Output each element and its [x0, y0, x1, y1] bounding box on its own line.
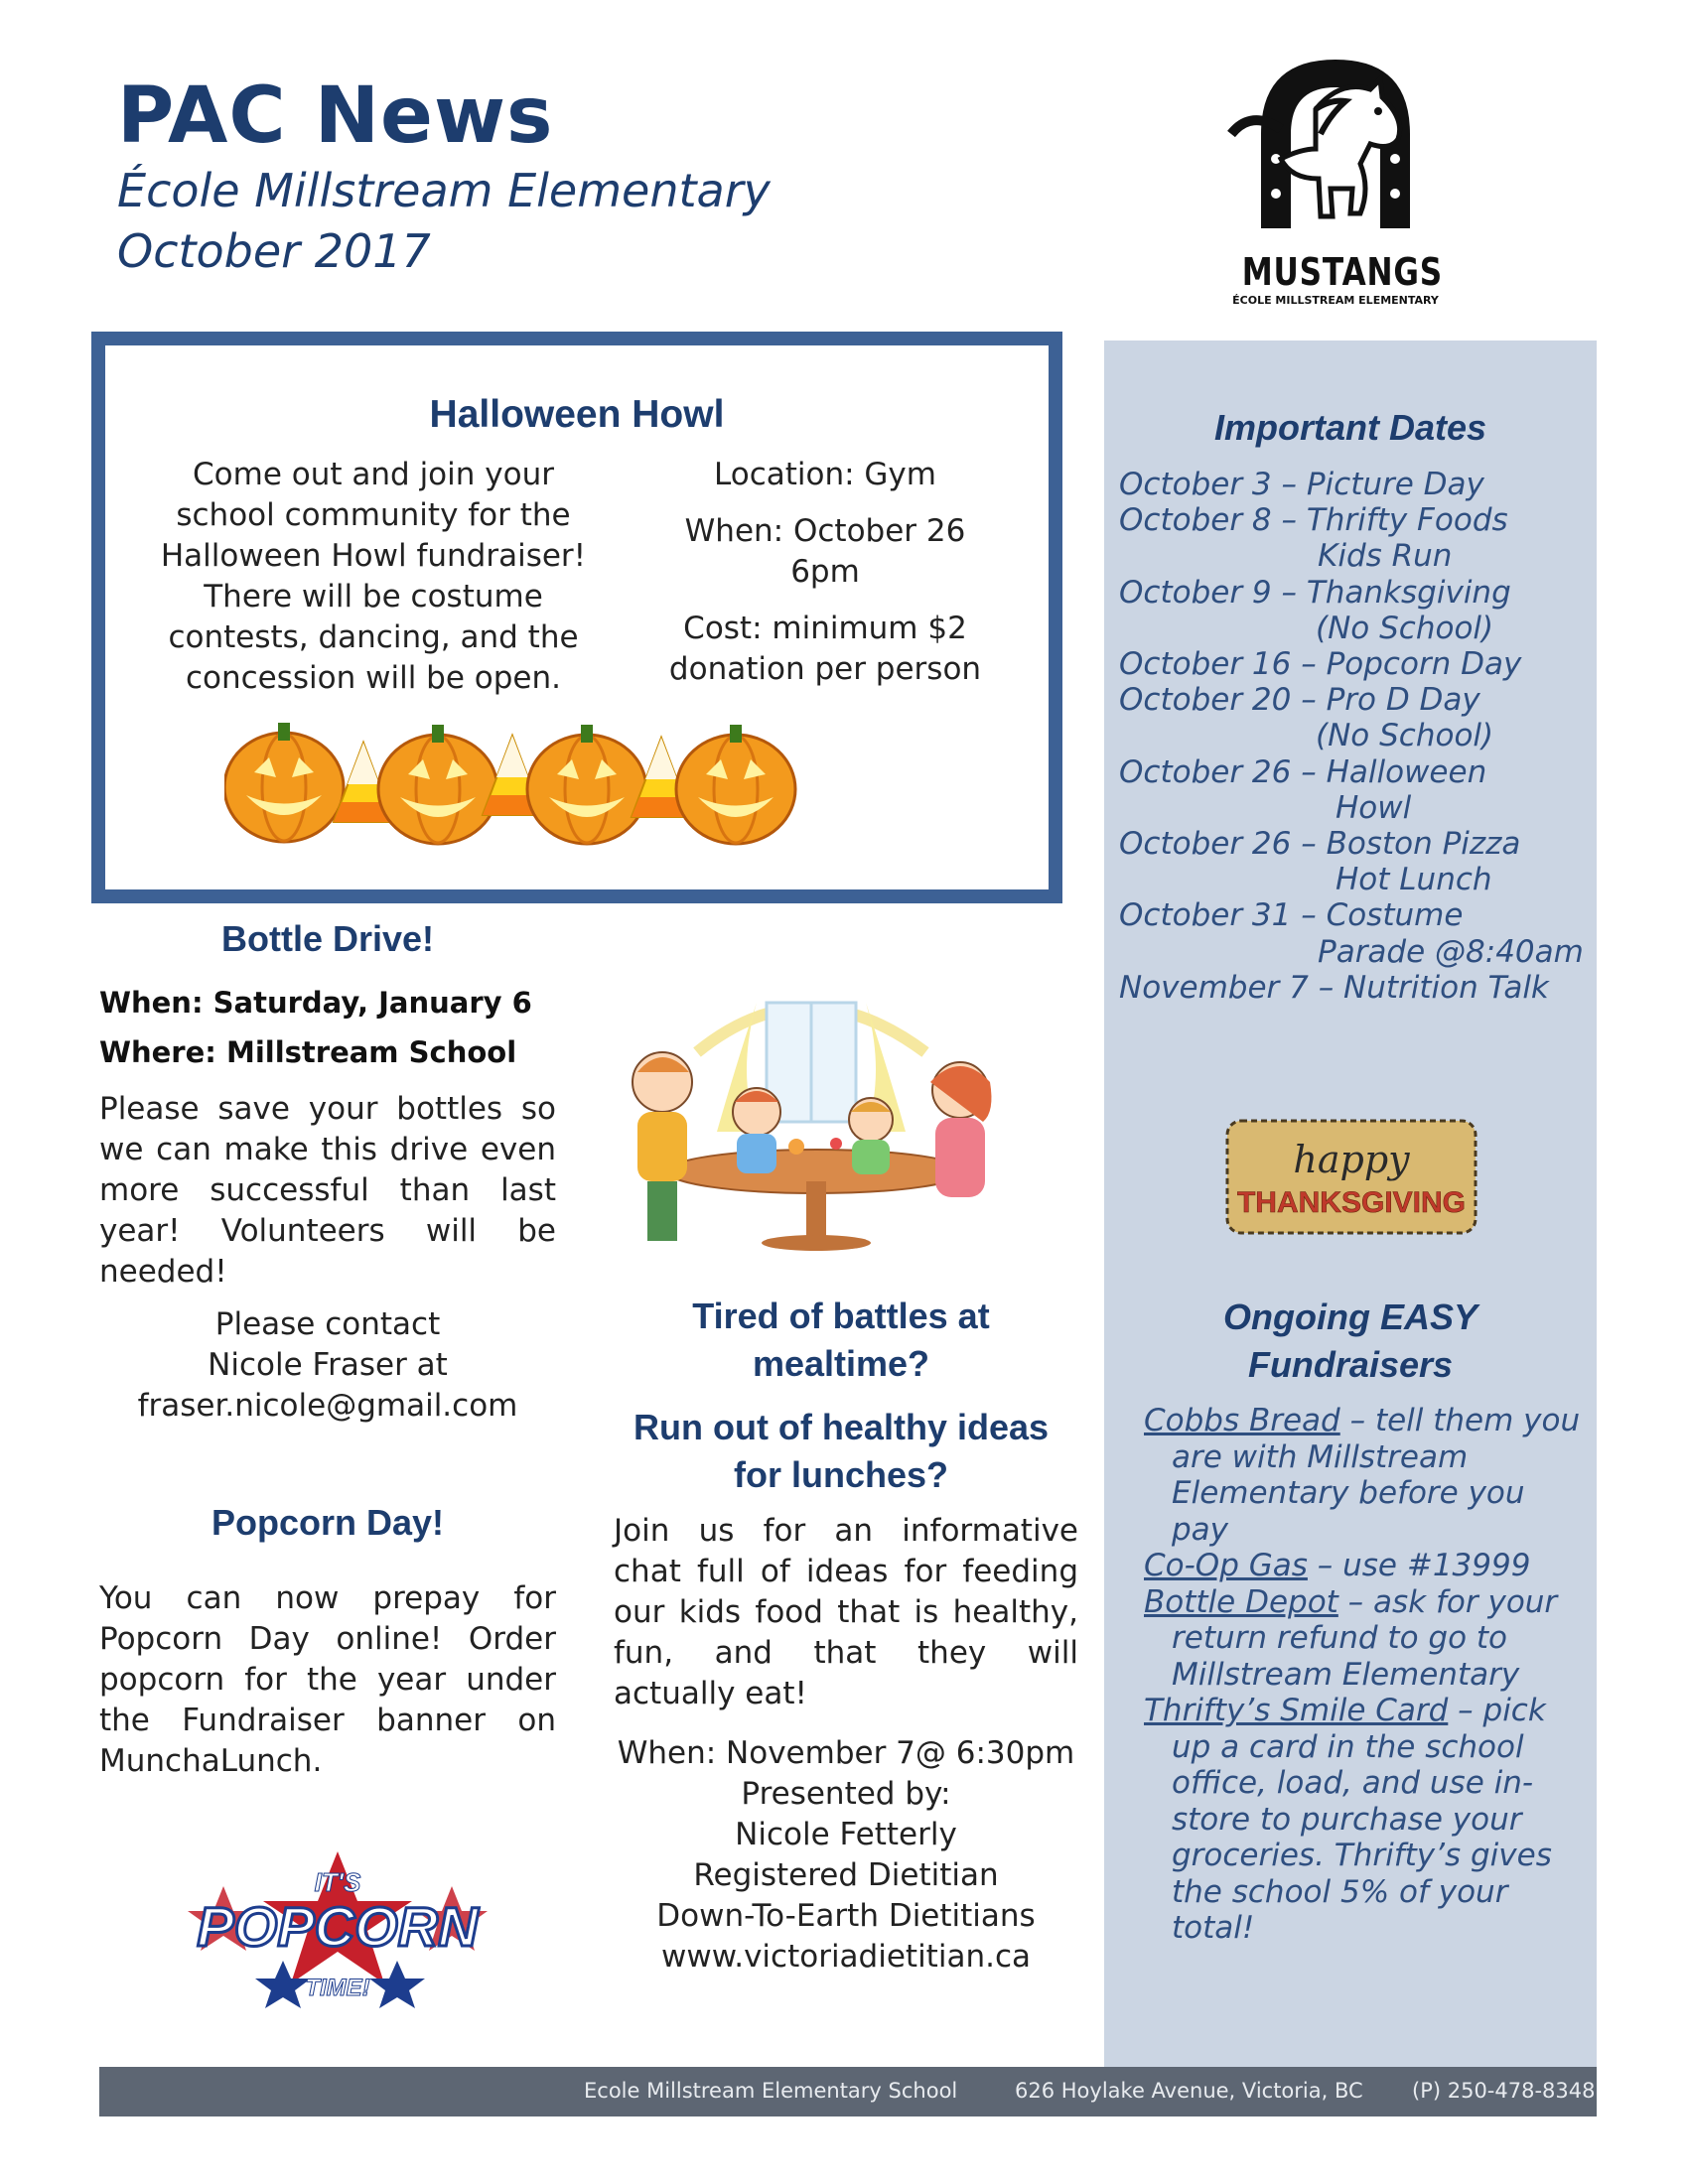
presenter-org: Down-To-Earth Dietitians [656, 1898, 1036, 1934]
footer-address: 626 Hoylake Avenue, Victoria, BC [1015, 2079, 1363, 2103]
nutrition-heading-2a: Run out of healthy ideas [633, 1407, 1050, 1447]
date-item-continued: (No School) [1316, 610, 1494, 646]
nutrition-heading-1b: mealtime? [752, 1343, 930, 1384]
footer-school: Ecole Millstream Elementary School [584, 2079, 958, 2103]
nutrition-heading-1a: Tired of battles at [692, 1296, 990, 1336]
footer-phone: (P) 250-478-8348 [1412, 2079, 1596, 2103]
family-mealtime-illustration [608, 973, 1025, 1261]
fundraiser-item [1144, 1584, 1581, 1694]
presenter-role: Registered Dietitian [693, 1857, 999, 1893]
bottle-drive-where: Where: Millstream School [99, 1035, 517, 1069]
sidebar [1104, 341, 1597, 2068]
happy-thanksgiving-badge [1221, 1115, 1481, 1239]
mustangs-logo [1221, 40, 1450, 318]
fundraiser-text: – tell them you are with Millstream Elementary before you pay [1172, 1403, 1581, 1548]
nutrition-heading-1 [608, 1293, 1074, 1388]
date-item-continued: Kids Run [1318, 538, 1453, 575]
bottle-drive-heading: Bottle Drive! [220, 918, 435, 959]
logo-subtext: ÉCOLE MILLSTREAM ELEMENTARY [1232, 294, 1439, 307]
fundraiser-item [1144, 1548, 1581, 1584]
nutrition-heading-2 [608, 1404, 1074, 1499]
halloween-when: When: October 26 6pm [684, 513, 966, 590]
halloween-description: Come out and join your school community for the Halloween Howl fundraiser! There will be costume contests, dancing, and the concession will be open. [160, 457, 587, 696]
nutrition-presented: Presented by: [741, 1776, 951, 1812]
horse-icon [1221, 40, 1450, 248]
date-item: November 7 – Nutrition Talk [1119, 969, 1549, 1006]
badge-thanksgiving-text: THANKSGIVING [1236, 1186, 1467, 1219]
date-item: October 31 – Costume [1119, 897, 1464, 934]
badge-top-text: IT'S [314, 1867, 361, 1897]
pumpkin-icon [224, 723, 344, 842]
contact-line-2: Nicole Fraser at [208, 1347, 448, 1383]
date-item-continued: Hot Lunch [1336, 862, 1492, 898]
date-item-continued: Parade @8:40am [1318, 933, 1584, 970]
bottle-drive-when: When: Saturday, January 6 [99, 986, 532, 1020]
newsletter-title: PAC News [117, 71, 554, 161]
date-item: October 20 – Pro D Day [1119, 682, 1480, 719]
issue-date: October 2017 [117, 224, 431, 278]
badge-happy-text: happy [1293, 1138, 1410, 1181]
date-item-continued: Howl [1336, 789, 1412, 826]
fundraiser-item [1144, 1403, 1581, 1548]
date-item-continued: (No School) [1316, 718, 1494, 754]
fundraisers-heading-2: Fundraisers [1247, 1344, 1454, 1385]
popcorn-day-body: You can now prepay for Popcorn Day online! Order popcorn for the year under the Fundraiser banner on MunchaLunch. [99, 1580, 556, 1779]
fundraisers-heading-1: Ongoing EASY [1223, 1297, 1477, 1337]
date-item: October 8 – Thrifty Foods [1119, 502, 1508, 539]
pumpkin-icon [676, 725, 795, 844]
logo-wordmark: MUSTANGS [1241, 250, 1444, 294]
popcorn-time-badge [164, 1846, 511, 2020]
fundraisers-list [1144, 1403, 1581, 1947]
fundraiser-link-smile-card[interactable]: Thrifty’s Smile Card [1144, 1693, 1449, 1728]
badge-bottom-text: TIME! [305, 1975, 370, 2001]
contact-email[interactable]: fraser.nicole@gmail.com [137, 1388, 518, 1424]
bottle-drive-body: Please save your bottles so we can make this drive even more successful than last year! Volunteers will be needed! [99, 1091, 556, 1290]
fundraiser-link-cobbs[interactable]: Cobbs Bread [1144, 1403, 1340, 1438]
fundraiser-link-coop[interactable]: Co-Op Gas [1144, 1548, 1308, 1583]
fundraiser-text: – pick up a card in the school office, load, and use in-store to purchase your groceries. Thrifty’s gives the school 5% of your total! [1172, 1693, 1552, 1946]
badge-main-text: POPCORN [197, 1895, 479, 1958]
nutrition-body: Join us for an informative chat full of ideas for feeding our kids food that is healthy, fun, and that they will actually eat! [614, 1513, 1078, 1711]
pumpkin-icon [527, 725, 646, 844]
date-item: October 16 – Popcorn Day [1119, 646, 1522, 683]
fundraiser-item [1144, 1693, 1581, 1947]
footer-bar [99, 2067, 1597, 2116]
nutrition-when: When: November 7@ 6:30pm [617, 1735, 1075, 1771]
bottle-drive-contact [99, 1304, 556, 1427]
fundraiser-text: – use #13999 [1307, 1548, 1531, 1583]
pumpkin-icon [378, 725, 497, 844]
halloween-details [656, 455, 994, 706]
presenter-name: Nicole Fetterly [735, 1817, 957, 1852]
date-item: October 3 – Picture Day [1119, 467, 1484, 502]
halloween-howl-box [91, 332, 1062, 903]
halloween-cost: Cost: minimum $2 donation per person [668, 611, 982, 687]
presenter-website[interactable]: www.victoriadietitian.ca [661, 1939, 1031, 1975]
important-dates-heading: Important Dates [1213, 407, 1487, 448]
school-name: École Millstream Elementary [117, 164, 771, 217]
fundraiser-link-bottle-depot[interactable]: Bottle Depot [1144, 1583, 1338, 1620]
date-item: October 26 – Boston Pizza [1119, 826, 1521, 863]
halloween-location: Location: Gym [714, 457, 936, 492]
date-item: October 26 – Halloween [1119, 753, 1487, 790]
fundraiser-text: – ask for your return refund to go to Millstream Elementary [1172, 1583, 1558, 1693]
important-dates-list [1119, 467, 1596, 1006]
popcorn-day-heading: Popcorn Day! [211, 1502, 445, 1543]
date-item: October 9 – Thanksgiving [1119, 574, 1511, 611]
nutrition-heading-2b: for lunches? [733, 1454, 949, 1495]
halloween-title: Halloween Howl [429, 393, 725, 436]
nutrition-details [608, 1733, 1084, 1978]
pumpkins-candycorn-illustration [224, 708, 919, 857]
contact-line-1: Please contact [214, 1306, 441, 1342]
